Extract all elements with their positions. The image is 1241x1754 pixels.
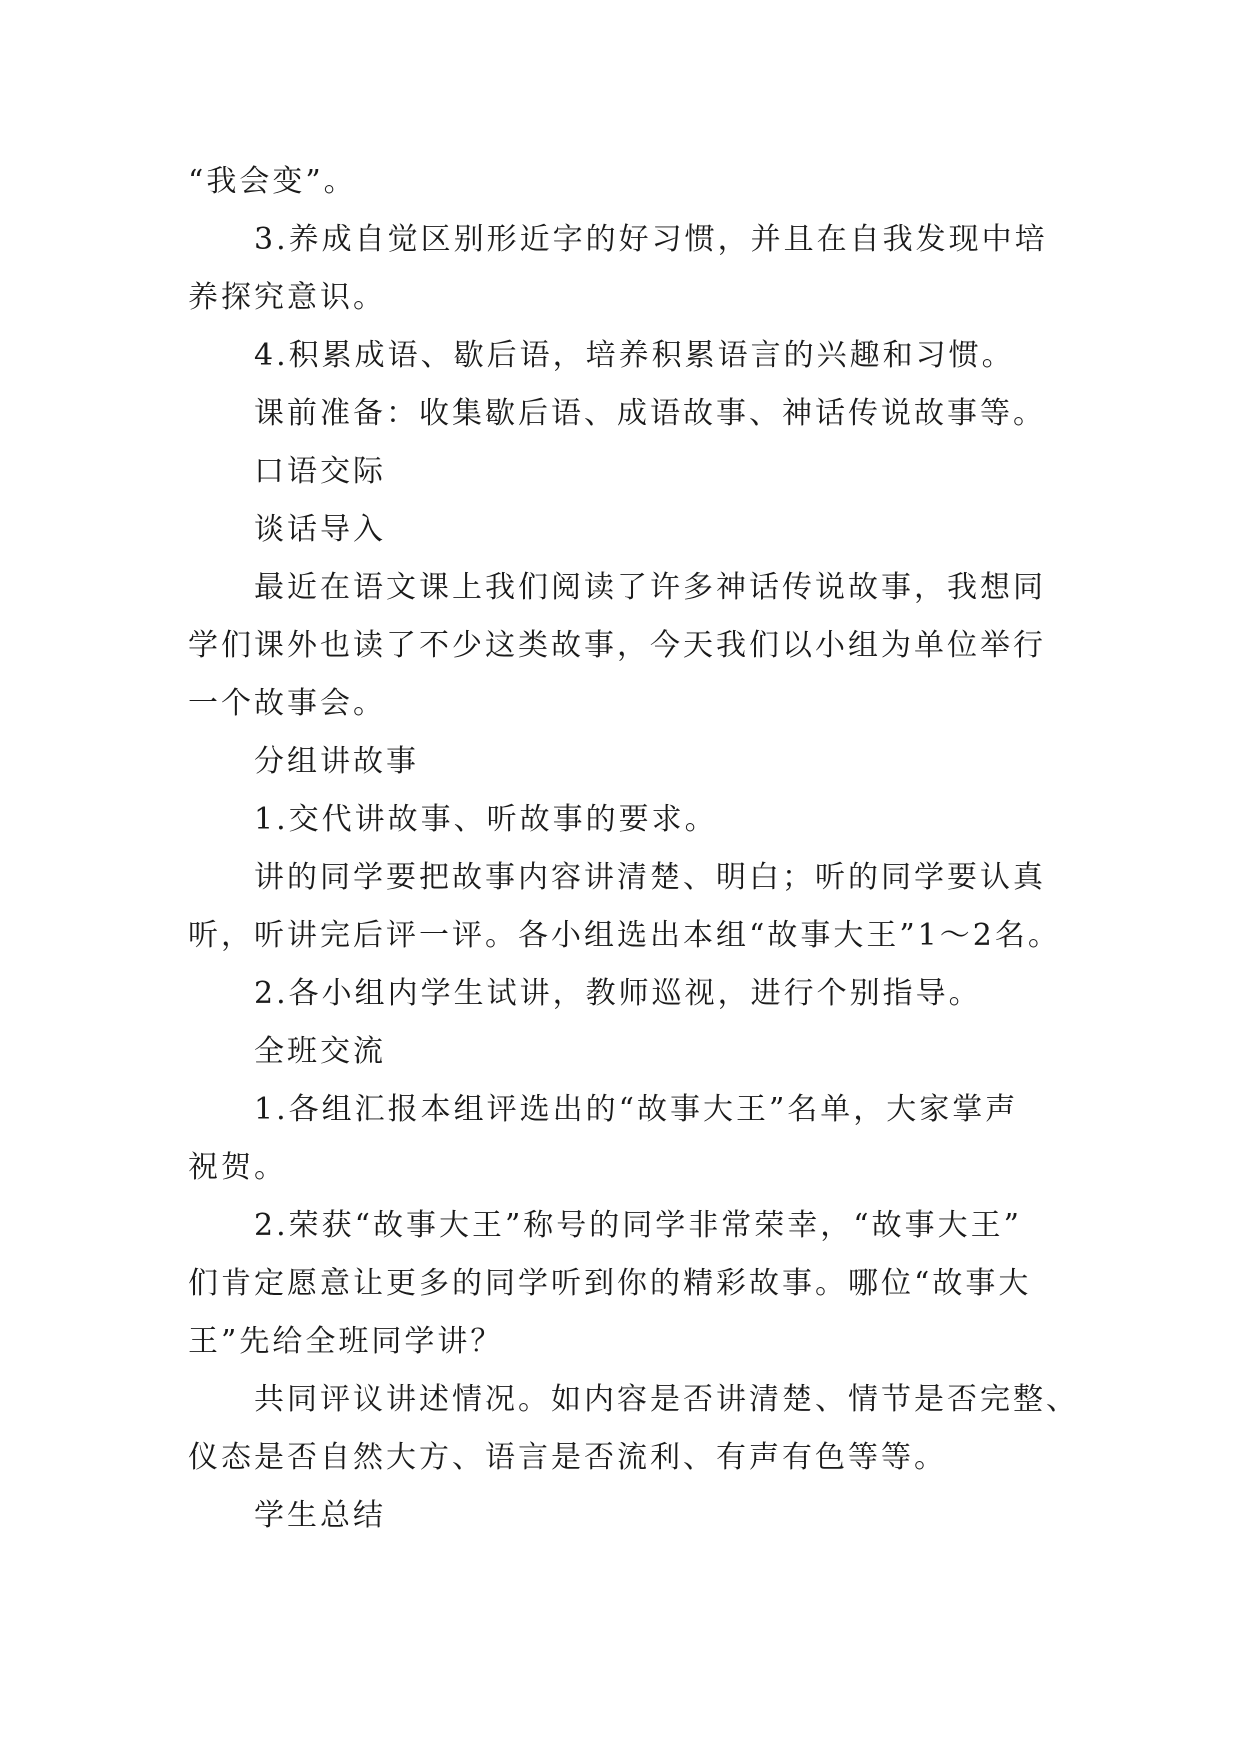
text-line: 王”先给全班同学讲？ <box>188 1324 504 1359</box>
text-line: 2.荣获“故事大王”称号的同学非常荣幸，“故事大王” <box>254 1208 1022 1243</box>
text-line: 一个故事会。 <box>188 686 386 721</box>
text-line: 养探究意识。 <box>188 280 386 315</box>
document-page <box>188 153 1079 1545</box>
text-line: 祝贺。 <box>188 1150 287 1185</box>
text-line: 课前准备：收集歇后语、成语故事、神话传说故事等。 <box>254 396 1046 431</box>
text-line: 学们课外也读了不少这类故事，今天我们以小组为单位举行 <box>188 628 1046 663</box>
text-line: 最近在语文课上我们阅读了许多神话传说故事，我想同 <box>254 570 1046 605</box>
text-line: 2.各小组内学生试讲，教师巡视，进行个别指导。 <box>254 976 982 1011</box>
text-line: 共同评议讲述情况。如内容是否讲清楚、情节是否完整、 <box>254 1382 1079 1417</box>
text-line: 4.积累成语、歇后语，培养积累语言的兴趣和习惯。 <box>254 338 1015 373</box>
section-heading: 学生总结 <box>254 1498 386 1533</box>
section-heading: 分组讲故事 <box>254 744 419 779</box>
text-line: “我会变”。 <box>188 164 357 199</box>
text-line: 们肯定愿意让更多的同学听到你的精彩故事。哪位“故事大 <box>188 1266 1032 1301</box>
text-line: 1.交代讲故事、听故事的要求。 <box>254 802 718 837</box>
section-heading: 谈话导入 <box>254 512 386 547</box>
text-line: 3.养成自觉区别形近字的好习惯，并且在自我发现中培 <box>254 222 1048 257</box>
section-heading: 全班交流 <box>254 1034 386 1069</box>
section-heading: 口语交际 <box>254 454 386 489</box>
text-line: 1.各组汇报本组评选出的“故事大王”名单，大家掌声 <box>254 1092 1019 1127</box>
text-line: 听，听讲完后评一评。各小组选出本组“故事大王”1～2名。 <box>188 918 1061 953</box>
text-line: 仪态是否自然大方、语言是否流利、有声有色等等。 <box>188 1440 947 1475</box>
text-line: 讲的同学要把故事内容讲清楚、明白；听的同学要认真 <box>254 860 1046 895</box>
